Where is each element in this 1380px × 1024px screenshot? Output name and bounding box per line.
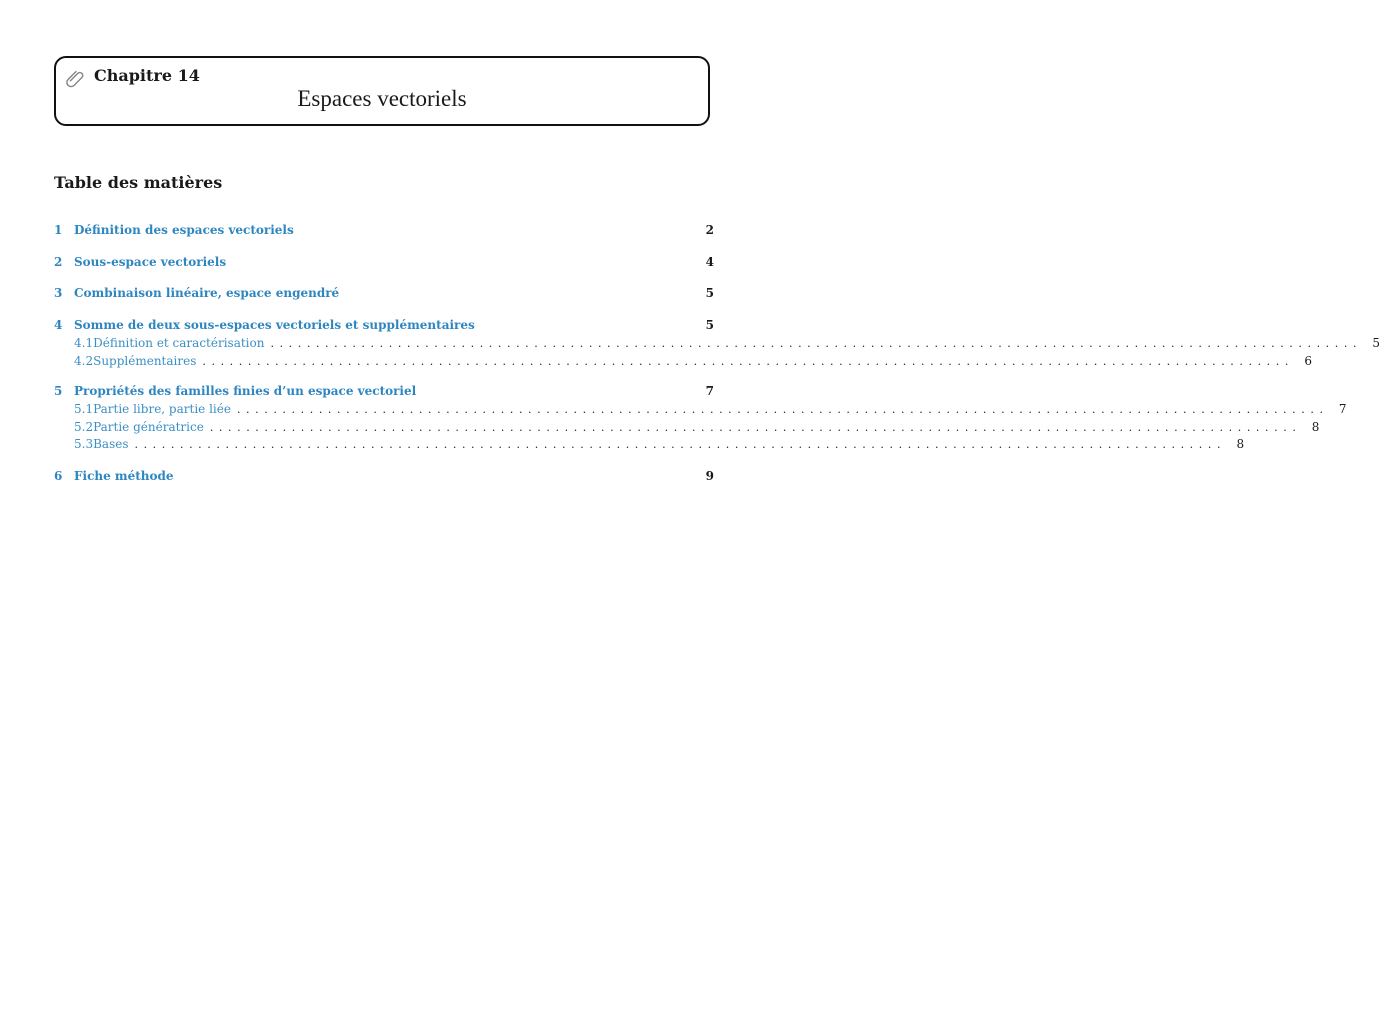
toc-subsection-title[interactable]: Bases xyxy=(93,437,129,451)
toc-page-number: 5 xyxy=(705,286,714,300)
toc-section-title[interactable]: Combinaison linéaire, espace engendré xyxy=(74,286,340,300)
toc-section-title[interactable]: Fiche méthode xyxy=(74,469,174,483)
toc-section-title[interactable]: Définition des espaces vectoriels xyxy=(74,223,294,237)
toc-subsection-5-1[interactable] xyxy=(54,401,1347,418)
toc-dot-leaders: ........................................................................................................................ xyxy=(270,337,1363,350)
toc-subsection-4-2[interactable] xyxy=(54,353,1312,370)
chapter-label: Chapitre 14 xyxy=(94,66,200,85)
toc-subsection-title[interactable]: Supplémentaires xyxy=(93,353,197,368)
toc-dot-leaders: ........................................................................................................................ xyxy=(209,420,1302,434)
toc-section-number: 1 xyxy=(54,223,63,237)
toc-page-number: 7 xyxy=(705,384,714,398)
toc-section-number: 5 xyxy=(54,384,63,398)
toc-section-title[interactable]: Propriétés des familles finies d’un espace vectoriel xyxy=(74,384,417,398)
toc-section-1[interactable] xyxy=(54,222,714,238)
toc-section-4[interactable] xyxy=(54,317,714,333)
chapter-title: Espaces vectoriels xyxy=(297,86,467,111)
toc-subsection-title[interactable]: Définition et caractérisation xyxy=(93,336,265,350)
toc-section-title[interactable]: Somme de deux sous-espaces vectoriels et supplémentaires xyxy=(74,318,475,332)
toc-section-2[interactable] xyxy=(54,254,714,270)
toc-page-number: 5 xyxy=(1372,336,1380,350)
chapter-header-box xyxy=(54,56,710,126)
toc-subsection-5-3[interactable] xyxy=(54,436,1245,453)
toc-subsection-title[interactable]: Partie génératrice xyxy=(93,419,204,434)
toc-subsection-number: 5.2 xyxy=(74,419,94,434)
toc-page-number: 8 xyxy=(1311,419,1320,434)
toc-dot-leaders: ........................................................................................................................ xyxy=(202,354,1294,368)
toc-dot-leaders: ........................................................................................................................ xyxy=(236,403,1329,416)
toc-section-title[interactable]: Sous-espace vectoriels xyxy=(74,255,227,269)
toc-page-number: 9 xyxy=(705,469,714,483)
toc-section-number: 2 xyxy=(54,255,63,269)
toc-section-6[interactable] xyxy=(54,468,714,484)
toc-section-5[interactable] xyxy=(54,383,714,399)
toc-page-number: 7 xyxy=(1338,402,1347,416)
toc-section-number: 6 xyxy=(54,469,63,483)
toc-section-number: 4 xyxy=(54,318,63,332)
toc-page-number: 6 xyxy=(1304,353,1312,368)
toc-page-number: 2 xyxy=(705,223,714,237)
toc-subsection-number: 5.1 xyxy=(74,402,94,416)
toc-page-number: 4 xyxy=(705,255,714,269)
toc-page-number: 8 xyxy=(1236,437,1245,451)
toc-subsection-5-2[interactable] xyxy=(54,419,1320,436)
toc-dot-leaders: ........................................................................................................................ xyxy=(134,438,1227,451)
toc-subsection-title[interactable]: Partie libre, partie liée xyxy=(93,402,231,416)
toc-subsection-number: 5.3 xyxy=(74,437,94,451)
toc-section-3[interactable] xyxy=(54,285,714,301)
toc-subsection-4-1[interactable] xyxy=(54,335,1380,352)
toc-heading: Table des matières xyxy=(54,173,223,192)
toc-page-number: 5 xyxy=(705,318,714,332)
toc-section-number: 3 xyxy=(54,286,63,300)
toc-subsection-number: 4.2 xyxy=(74,353,94,368)
toc-subsection-number: 4.1 xyxy=(74,336,94,350)
